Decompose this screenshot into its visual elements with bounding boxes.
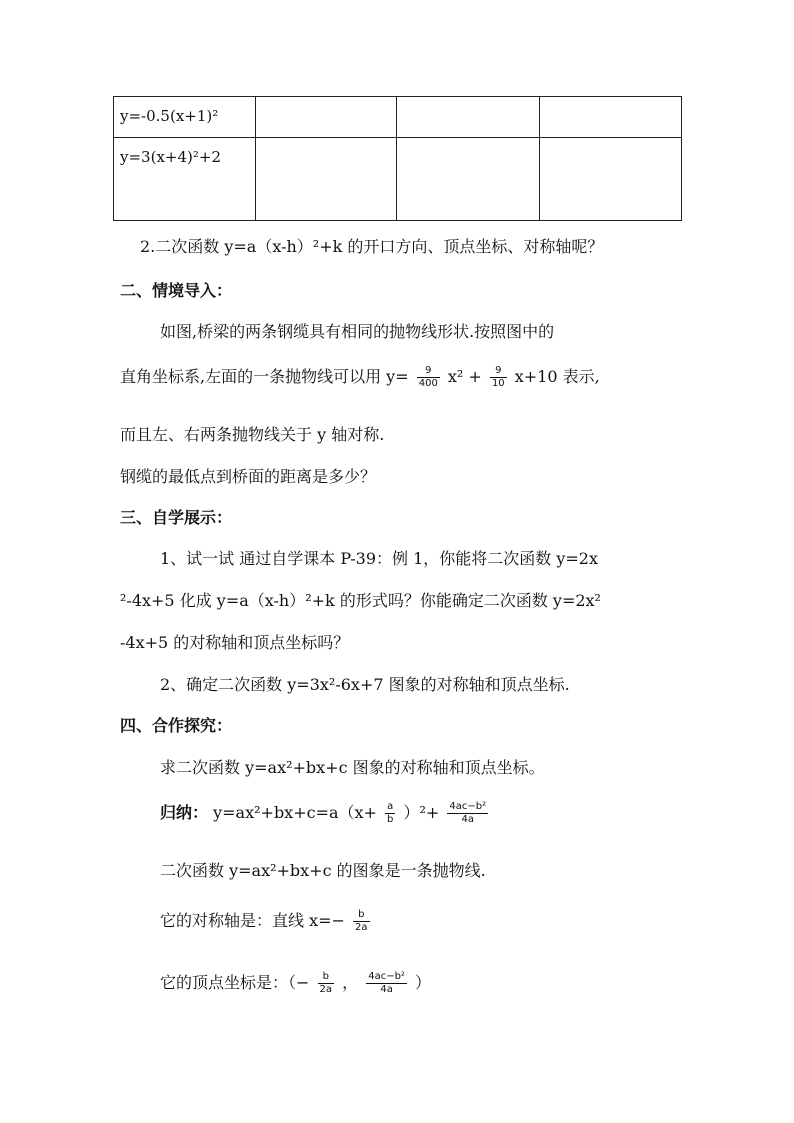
vertex-line xyxy=(160,970,431,996)
table-cell[interactable] xyxy=(540,138,682,221)
fraction-denominator: 400 xyxy=(418,378,438,389)
table-cell[interactable] xyxy=(397,138,540,221)
axis-line xyxy=(160,908,373,934)
section-3-line-2: ²-4x+5 化成 y=a（x-h）²+k 的形式吗？你能确定二次函数 y=2x² xyxy=(120,591,601,610)
table-cell-formula: y=3(x+4)²+2 xyxy=(114,138,256,221)
fraction-b-2a xyxy=(318,971,335,996)
fraction-denominator: 2a xyxy=(319,984,333,995)
section-3-heading: 三、自学展示： xyxy=(120,508,233,527)
function-table xyxy=(113,96,682,221)
fraction-4ac-b2-4a xyxy=(447,801,488,826)
fraction-9-10 xyxy=(490,365,507,390)
text-span: ） xyxy=(415,973,432,992)
fraction-9-400 xyxy=(417,365,440,390)
section-4-line-1: 求二次函数 y=ax²+bx+c 图象的对称轴和顶点坐标。 xyxy=(160,758,545,777)
text-span: x+10 表示, xyxy=(514,367,600,386)
section-3-line-4: 2、确定二次函数 y=3x²-6x+7 图象的对称轴和顶点坐标. xyxy=(160,675,570,694)
fraction-4ac-b2-4a xyxy=(366,971,407,996)
summary-line xyxy=(160,800,491,826)
fraction-denominator: 2a xyxy=(355,922,368,933)
table-cell-formula: y=-0.5(x+1)² xyxy=(114,97,256,138)
fraction-numerator: a xyxy=(385,801,395,814)
text-span: 直角坐标系,左面的一条抛物线可以用 y= xyxy=(120,367,409,386)
summary-label: 归纳： xyxy=(160,803,209,822)
fraction-numerator: b xyxy=(318,971,335,984)
section-2-paragraph-3: 而且左、右两条抛物线关于 y 轴对称. xyxy=(120,425,385,444)
section-2-paragraph-1: 如图,桥梁的两条钢缆具有相同的抛物线形状.按照图中的 xyxy=(160,322,555,341)
fraction-denominator: b xyxy=(387,814,394,825)
table-cell[interactable] xyxy=(256,138,397,221)
section-3-line-3: -4x+5 的对称轴和顶点坐标吗？ xyxy=(120,633,350,652)
text-span: 它的对称轴是：直线 x=− xyxy=(160,911,345,930)
table-cell[interactable] xyxy=(540,97,682,138)
section-4-line-3: 二次函数 y=ax²+bx+c 的图象是一条抛物线. xyxy=(160,861,486,880)
text-span: ， xyxy=(342,973,359,992)
fraction-a-b xyxy=(385,801,395,826)
text-span: 它的顶点坐标是：（− xyxy=(160,973,310,992)
text-span: y=ax²+bx+c=a（x+ xyxy=(213,803,377,822)
table-row xyxy=(114,97,682,138)
section-2-paragraph-2 xyxy=(120,364,600,390)
fraction-numerator: 4ac−b² xyxy=(368,971,405,982)
text-span: x² + xyxy=(447,367,482,386)
text-span: ）²+ xyxy=(403,803,440,822)
fraction-b-2a xyxy=(353,909,370,934)
fraction-denominator: 4a xyxy=(461,814,475,825)
fraction-denominator: 4a xyxy=(380,984,393,995)
fraction-numerator: 9 xyxy=(417,365,440,378)
fraction-numerator: 4ac−b² xyxy=(449,801,487,812)
section-4-heading: 四、合作探究： xyxy=(120,716,233,735)
fraction-numerator: b xyxy=(353,909,370,922)
section-2-heading: 二、情境导入： xyxy=(120,281,233,300)
fraction-denominator: 10 xyxy=(491,378,505,389)
fraction-numerator: 9 xyxy=(490,365,507,378)
section-3-line-1: 1、试一试 通过自学课本 P-39：例 1，你能将二次函数 y=2x xyxy=(160,549,599,568)
section-2-paragraph-4: 钢缆的最低点到桥面的距离是多少？ xyxy=(120,467,377,486)
table-cell[interactable] xyxy=(397,97,540,138)
table-row xyxy=(114,138,682,221)
question-2: 2.二次函数 y=a（x-h）²+k 的开口方向、顶点坐标、对称轴呢？ xyxy=(140,237,604,256)
table-cell[interactable] xyxy=(256,97,397,138)
